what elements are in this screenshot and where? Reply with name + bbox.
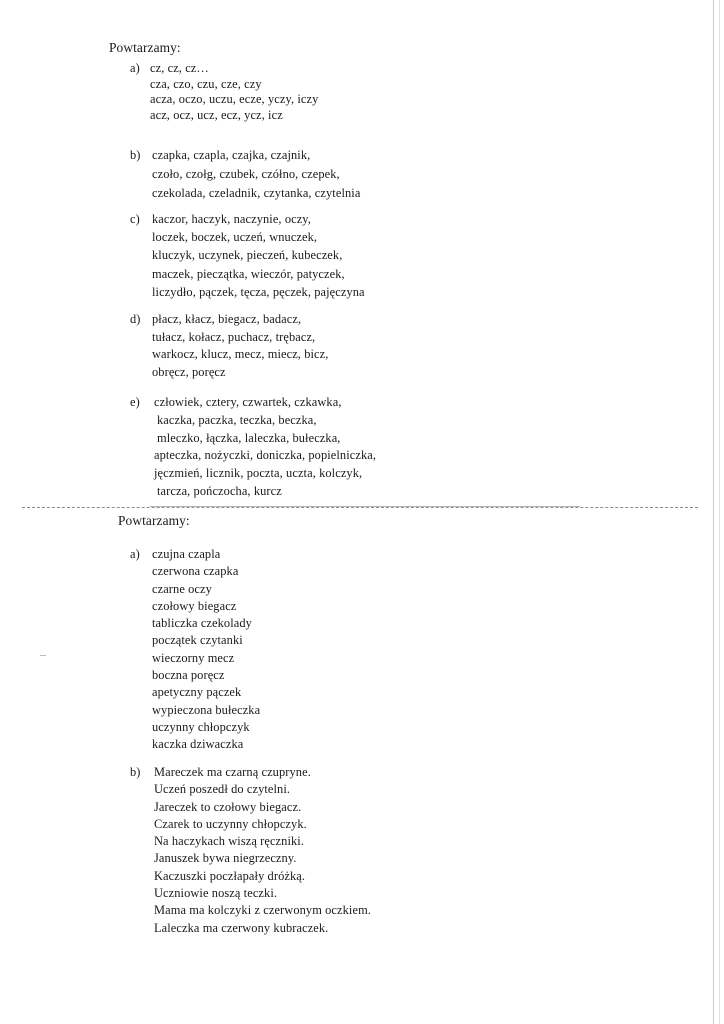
text-line: wieczorny mecz xyxy=(152,650,235,665)
text-line: obręcz, poręcz xyxy=(152,364,226,379)
text-line: cz, cz, cz… xyxy=(150,61,209,75)
group-label: b) xyxy=(130,148,141,162)
section-1-heading: Powtarzamy: xyxy=(109,40,181,55)
text-line: tarcza, pończocha, kurcz xyxy=(157,483,282,498)
text-line: czarne oczy xyxy=(152,581,212,596)
text-line: loczek, boczek, uczeń, wnuczek, xyxy=(152,230,318,245)
text-line: Uczeń poszedł do czytelni. xyxy=(154,782,291,797)
text-line: mleczko, łączka, laleczka, bułeczka, xyxy=(157,430,341,445)
text-line: cza, czo, czu, cze, czy xyxy=(150,76,262,91)
group-lines xyxy=(152,311,328,381)
cut-line-dashed xyxy=(22,507,698,508)
text-line: Laleczka ma czerwony kubraczek. xyxy=(154,920,329,935)
text-line: czapka, czapla, czajka, czajnik, xyxy=(152,148,311,162)
text-line: acz, ocz, ucz, ecz, ycz, icz xyxy=(150,107,283,122)
group-lines xyxy=(152,146,360,203)
group-label: a) xyxy=(130,547,140,561)
text-line: kaczka, paczka, teczka, beczka, xyxy=(157,412,317,427)
text-line: kaczka dziwaczka xyxy=(152,737,244,752)
text-line: Kaczuszki poczłapały dróżką. xyxy=(154,868,306,883)
text-line: Mama ma kolczyki z czerwonym oczkiem. xyxy=(154,903,372,918)
group-label: b) xyxy=(130,765,141,779)
text-line: czerwona czapka xyxy=(152,564,239,579)
text-line: czujna czapla xyxy=(152,547,221,561)
text-line: czołowy biegacz xyxy=(152,598,237,613)
text-line: maczek, pieczątka, wieczór, patyczek, xyxy=(152,266,345,281)
text-line: warkocz, klucz, mecz, miecz, bicz, xyxy=(152,347,329,362)
text-line: boczna poręcz xyxy=(152,668,225,683)
text-line: wypieczona bułeczka xyxy=(152,702,261,717)
group-lines xyxy=(152,210,365,301)
text-line: płacz, kłacz, biegacz, badacz, xyxy=(152,312,302,326)
scan-edge-line xyxy=(713,0,714,1024)
text-line: uczynny chłopczyk xyxy=(152,719,250,734)
text-line: Jareczek to czołowy biegacz. xyxy=(154,799,302,814)
group-lines xyxy=(152,546,260,754)
group-lines xyxy=(150,61,318,123)
text-line: tułacz, kołacz, puchacz, trębacz, xyxy=(152,329,316,344)
text-line: Czarek to uczynny chłopczyk. xyxy=(154,816,307,831)
text-line: Uczniowie noszą teczki. xyxy=(154,886,278,901)
section-2-heading: Powtarzamy: xyxy=(118,513,190,528)
text-line: początek czytanki xyxy=(152,633,243,648)
text-line: acza, oczo, uczu, ecze, yczy, iczy xyxy=(150,92,319,107)
text-line: apteczka, nożyczki, doniczka, popielniczka, xyxy=(154,448,377,463)
group-label: e) xyxy=(130,395,140,409)
text-line: kluczyk, uczynek, pieczeń, kubeczek, xyxy=(152,248,343,263)
text-line: kaczor, haczyk, naczynie, oczy, xyxy=(152,212,311,226)
text-line: Na haczykach wiszą ręczniki. xyxy=(154,834,305,849)
group-lines xyxy=(154,394,376,501)
group-label: d) xyxy=(130,312,141,326)
text-line: tabliczka czekolady xyxy=(152,616,252,631)
text-line: człowiek, cztery, czwartek, czkawka, xyxy=(154,395,342,409)
text-line: Mareczek ma czarną czupryne. xyxy=(154,765,311,779)
text-line: czoło, czołg, czubek, czółno, czepek, xyxy=(152,167,340,181)
text-line: czekolada, czeladnik, czytanka, czytelnia xyxy=(152,186,361,200)
group-label: a) xyxy=(130,61,140,75)
text-line: liczydło, pączek, tęcza, pęczek, pajęczyna xyxy=(152,284,365,299)
group-lines xyxy=(154,764,371,937)
margin-mark xyxy=(40,655,46,656)
text-line: jęczmień, licznik, poczta, uczta, kolczyk, xyxy=(154,466,363,481)
scan-edge-line-light xyxy=(719,0,720,1024)
text-line: apetyczny pączek xyxy=(152,685,242,700)
text-line: Januszek bywa niegrzeczny. xyxy=(154,851,297,866)
group-label: c) xyxy=(130,212,140,226)
